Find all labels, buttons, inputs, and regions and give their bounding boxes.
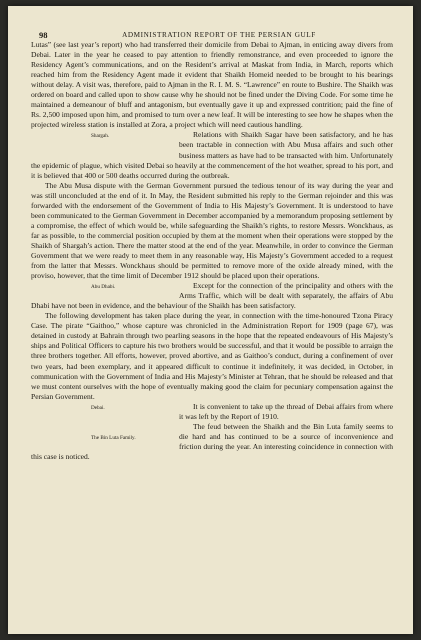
side-note-bin-luta-block — [31, 432, 179, 450]
paragraph-shargah: Relations with Shaikh Sagar have been satisfactory, and he has been tractable in connection with Abu Musa affairs and such other business matters as have had to be transacted with him. Unfortunately the epidemic of plague, which visited Debai so heavily at the commencement of the hot weather, spread to his port, and it is believed that 400 or 500 deaths occurred during the outbreak. — [31, 130, 393, 180]
side-note-bin-luta: The Bin Luta Family. — [91, 434, 136, 441]
paragraph-debai: It is convenient to take up the thread of Debai affairs from where it was left by the Report of 1910. — [179, 401, 393, 421]
side-note-debai: Debai. — [91, 404, 105, 411]
paragraph-abu-dhabi: Except for the connection of the principality and others with the Arms Traffic, which will be dealt with separately, the affairs of Abu Dhabi have not been in evidence, and the behaviour of the Shaikh has been satisfactory. — [31, 281, 393, 311]
running-title: ADMINISTRATION REPORT OF THE PERSIAN GULF — [122, 31, 316, 39]
side-note-abu-dhabi-block — [31, 281, 179, 299]
document-body — [31, 40, 393, 462]
side-note-shargah: Shargah. — [91, 133, 110, 140]
side-note-shargah-block — [31, 130, 179, 158]
paragraph-lutas: Lutas” (see last year’s report) who had transferred their domicile from Debai to Ajman, in enticing away divers from Debai. Later in the year he ceased to pay attention to friendly remonstrance, and even proceeded to ignore the Residency Agent’s communications, and on the Resident’s arrival at Maskat from India, in March, reports which reached him from the Residency Agent made it evident that Shaikh Homeid needed to be brought to his bearings without delay. A visit was, therefore, paid to Ajman in the R. I. M. S. “Lawrence” en route to Bushire. The Shaikh was ordered on board and called upon to show cause why he should not be fined under the Diving Code. For some time he maintained a demeanour of bluff and antagonism, but eventually gave it up and expressed contrition; paid the fine of Rs. 2,500 imposed upon him, and promised to turn over a new leaf. It will be interesting to see how he shapes when the projected wireless station is installed at Zora, a project which will need cautious handling. — [31, 40, 393, 130]
paragraph-piracy-case: The following development has taken place during the year, in connection with the time-honoured Tzona Piracy Case. The pirate “Gaithoo,” whose capture was chronicled in the Administration Report for 1909 (page 67), was detained in custody at Bahrain through two pearling seasons in the hope that the repeated endeavours of His Majesty’s ships and Political Officers to capture his two brothers would be successful, and that it would be possible to arraign the three brothers together. All efforts, however, proved abortive, and as Gaithoo’s conduct, during a confinement of over two years, had been exemplary, and it appeared difficult to continue it indefinitely, it was decided, in October, in communication with the Government of India and His Majesty’s Minister at Tehran, that he should be released and that we must content ourselves with the hope of eventually making good the claim for pecuniary compensation against the Persian Government. — [31, 311, 393, 401]
paragraph-abu-musa: The Abu Musa dispute with the German Government pursued the tedious tenour of its way during the year and was still unconcluded at the end of it. In May, the Resident submitted his reply to the German rejoinder and this was forwarded with the endorsement of the Government of India to His Majesty’s Government. It is understood to have been communicated to the German Government in December accompanied by a memorandum proposing settlement by a compromise, the effect of which would be, while safeguarding the Shaikh’s rights, to restore Messrs. Wonckhaus, as far as possible, to the commercial position occupied by them at the moment when their operations were stopped by the Shaikh of Shargah’s action. There the matter stood at the end of the year. Meanwhile, in order to convince the German Government that we were ready to meet them in any reasonable way, His Majesty’s Government acceded to a request from the latter that Messrs. Wonckhaus should be permitted to remove more of the oxide already mined, with the proviso, however, that the time limit of December 1912 should be placed upon their operations. — [31, 180, 393, 281]
paragraph-bin-luta: The feud between the Shaikh and the Bin Luta family seems to die hard and has continued to be a source of inconvenience and friction during the year. An interesting coincidence in connection with this case is noticed. — [31, 421, 393, 461]
side-note-debai-block — [31, 402, 179, 432]
page-number: 98 — [39, 30, 48, 40]
side-note-abu-dhabi: Abu Dhabi. — [91, 284, 116, 291]
